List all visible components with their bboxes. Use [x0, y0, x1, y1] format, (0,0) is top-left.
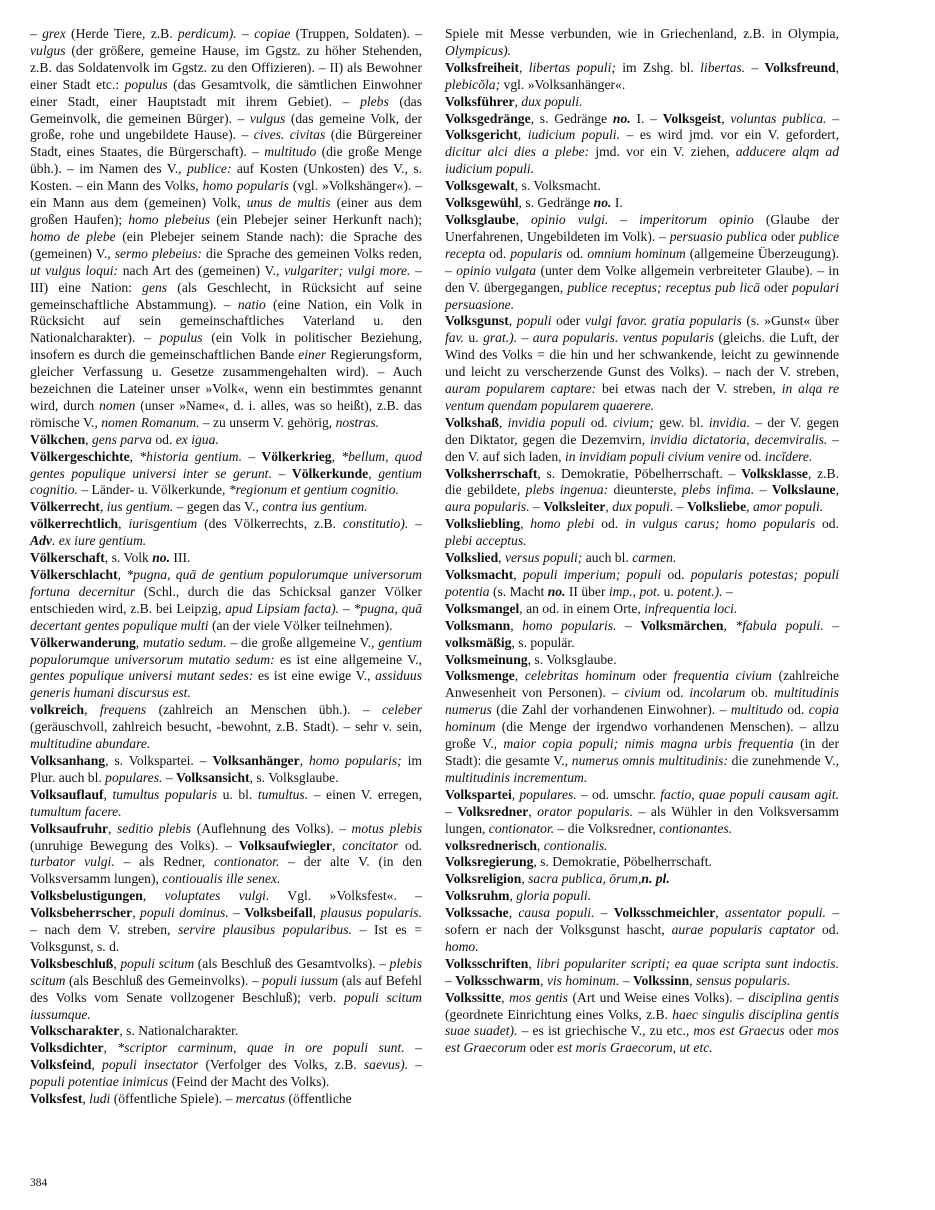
- dictionary-entry: Volksmenge, celebritas hominum oder frequentia civium (zahlreiche Anwesenheit von Personen). – civium od. incolarum ob. multitudinis numerus (die Zahl der vorhandenen Einwohner). – multitudo od. copia hominum (die Menge der irgendwo vorhandenen Menschen). – allzu große V., maior copia populi; nimis magna urbis frequentia (in der Stadt): die gesamte V., numerus omnis multitudinis: die zunehmende V., multitudinis incrementum.: [445, 668, 839, 785]
- dictionary-entry: Volksherrschaft, s. Demokratie, Pöbelherrschaft. – Volksklasse, z.B. die gebildete, plebs ingenua: dieunterste, plebs infima. – Volkslaune, aura popularis. – Volksleiter, dux populi. – Volksliebe, amor populi.: [445, 465, 840, 515]
- dictionary-entry: Volksaufruhr, seditio plebis (Auflehnung des Volks). – motus plebis (unruhige Bewegung des Volks). – Volksaufwiegler, concitator od. turbator vulgi. – als Redner, contionator. – der alte V. (in den Volksversamm lungen), contioualis ille senex.: [30, 820, 423, 887]
- dictionary-entry: Volksliebling, homo plebi od. in vulgus carus; homo popularis od. plebi acceptus.: [445, 516, 840, 549]
- dictionary-entry: Volksgewühl, s. Gedränge no. I.: [445, 195, 623, 211]
- dictionary-entry: Völkerschaft, s. Volk no. III.: [30, 550, 191, 566]
- dictionary-entry: Volksfest, ludi (öffentliche Spiele). – mercatus (öffentliche: [30, 1091, 352, 1107]
- dictionary-entry: Volksschriften, libri populariter scripti; ea quae scripta sunt indoctis. – Volksschwarm, vis hominum. – Volkssinn, sensus popularis.: [445, 955, 839, 988]
- dictionary-entry: Volksauflauf, tumultus popularis u. bl. tumultus. – einen V. erregen, tumultum facere.: [30, 786, 422, 819]
- dictionary-entry: Volkspartei, populares. – od. umschr. factio, quae populi causam agit. – Volksredner, orator popularis. – als Wühler in den Volksversamm lungen, contionator. – die Volksredner, contionantes.: [445, 786, 840, 836]
- dictionary-entry: Volksfreiheit, libertas populi; im Zshg. bl. libertas. – Volksfreund, plebicŏla; vgl. »Volksanhänger«.: [445, 59, 839, 92]
- dictionary-entry: volksrednerisch, contionalis.: [445, 837, 608, 853]
- left-column: [30, 26, 422, 1108]
- dictionary-entry: Volkslied, versus populi; auch bl. carmen.: [445, 550, 677, 566]
- dictionary-entry: Volksregierung, s. Demokratie, Pöbelherrschaft.: [445, 854, 712, 870]
- dictionary-entry: Volksglaube, opinio vulgi. – imperitorum opinio (Glaube der Unerfahrenen, Ungebildeten im Volk). – persuasio publica oder publice recepta od. popularis od. omnium hominum (allgemeine Überzeugung). – opinio vulgata (unter dem Volke allgemein verbreiteter Glaube). – in den V. übergegangen, publice receptus; receptus pub licā oder populari persuasione.: [445, 211, 840, 312]
- dictionary-entry: Volksbelustigungen, voluptates vulgi. Vgl. »Volksfest«. – Volksbeherrscher, populi dominus. – Volksbeifall, plausus popularis. – nach dem V. streben, servire plausibus popularibus. – Ist es = Volksgunst, s. d.: [30, 888, 422, 954]
- dictionary-entry: Volksanhang, s. Volkspartei. – Volksanhänger, homo popularis; im Plur. auch bl. populares. – Volksansicht, s. Volksglaube.: [30, 752, 422, 785]
- dictionary-entry: Volksgedränge, s. Gedränge no. I. – Volksgeist, voluntas publica. – Volksgericht, iudicium populi. – es wird jmd. vor ein V. gefordert, dicitur alci dies a plebe: jmd. vor ein V. ziehen, adducere alqm ad iudicium populi.: [445, 110, 840, 177]
- dictionary-entry: Volksführer, dux populi.: [445, 93, 583, 109]
- dictionary-entry: Volksmeinung, s. Volksglaube.: [445, 651, 617, 667]
- dictionary-entry: Völkergeschichte, *historia gentium. – Völkerkrieg, *bellum, quod gentes populique universi inter se gerunt. – Völkerkunde, gentium cognitio. – Länder- u. Völkerkunde, *regionum et gentium cognitio.: [30, 448, 422, 498]
- dictionary-entry: Volksmacht, populi imperium; populi od. popularis potestas; populi potentia (s. Macht no. II über imp., pot. u. potent.). –: [445, 567, 839, 599]
- dictionary-entry: Spiele mit Messe verbunden, wie in Griechenland, z.B. in Olympia, Olympicus).: [445, 26, 839, 58]
- dictionary-entry: völkerrechtlich, iurisgentium (des Völkerrechts, z.B. constitutio). – Adv. ex iure gentium.: [30, 516, 423, 549]
- dictionary-entry: Volksdichter, *scriptor carminum, quae in ore populi sunt. – Volksfeind, populi insectator (Verfolger des Volks, z.B. saevus). – populi potentiae inimicus (Feind der Macht des Volks).: [30, 1040, 422, 1090]
- dictionary-entry: Volkssitte, mos gentis (Art und Weise eines Volks). – disciplina gentis (geordnete Einrichtung eines Volks, z.B. haec singulis disciplina gentis suae suadet). – es ist griechische V., zu etc., mos est Graecus oder mos est Graecorum oder est moris Graecorum, ut etc.: [445, 989, 840, 1056]
- dictionary-entry: Volksgewalt, s. Volksmacht.: [445, 178, 601, 194]
- dictionary-entry: Volkshaß, invidia populi od. civium; gew. bl. invidia. – der V. gegen den Diktator, gegen die Dezemvirn, invidia dictatoria, decemviralis. – den V. auf sich laden, in invidiam populi civium venire od. incĭdere.: [445, 414, 839, 464]
- dictionary-entry: volkreich, frequens (zahlreich an Menschen übh.). – celeber (geräuschvoll, zahlreich besucht, -bewohnt, z.B. Stadt). – sehr v. sein, multitudine abundare.: [30, 702, 423, 752]
- dictionary-entry: – grex (Herde Tiere, z.B. perdicum). – copiae (Truppen, Soldaten). – vulgus (der größere, gemeine Hause, im Ggstz. zu höher Stehenden, z.B. das Soldatenvolk im Ggstz. zu den Offizieren). – II) als Bewohner einer Stadt etc.: populus (das Gesamtvolk, die sämtlichen Einwohner einer Stadt, einer Hauptstadt mit ihrem Gebiet). – plebs (das Gemeinvolk, die gemeinen Bürger). – vulgus (das gemeine Volk, der große, rohe und ungebildete Hause). – cives. civitas (die Bürgereiner Stadt, eines Staates, die Bürgerschaft). – multitudo (die große Menge übh.). – im Namen des V., publice: auf Kosten (Unkosten) des V., s. Kosten. – ein Mann des Volks, homo popularis (vgl. »Volkshänger«). – ein Mann aus dem (gemeinen) Volk, unus de multis (einer aus dem großen Haufen); homo plebeius (ein Plebejer seiner Herkunft nach); homo de plebe (ein Plebejer seinem Stande nach): die Sprache des (gemeinen) V., sermo plebeius: die Sprache des gemeinen Volks reden, ut vulgus loqui: nach Art des (gemeinen) V., vulgariter; vulgi more. – III) eine Nation: gens (als Geschlecht, in Rücksicht auf seine gemeinschaftliche Abstammung). – natio (eine Nation, ein Volk in Rücksicht auf sein gemeinschaftliches Vaterland u. den Nationalcharakter). – populus (ein Volk in politischer Beziehung, insofern es durch die gemeinschaftlichen Bande einer Regierungsform, gleicher Verfassung u. Gesetze zusammengehalten wird). – Auch bezeichnen die Lateiner unser »Volk«, wenn ein bestimmtes genannt wird, durch nomen (unser »Name«, d. i. alles, was so heißt), z.B. das römische V., nomen Romanum. – zu unserm V. gehörig, nostras.: [30, 26, 423, 430]
- dictionary-entry: Völkchen, gens parva od. ex igua.: [30, 431, 219, 447]
- page-number: 384: [30, 1177, 48, 1189]
- dictionary-entry: Volksreligion, sacra publica, ōrum,n. pl.: [445, 871, 670, 887]
- dictionary-entry: Völkerschlacht, *pugna, quā de gentium populorumque universorum fortuna decernitur (Schl., durch die das Schicksal ganzer Völker entschieden wird, z.B. bei Leipzig, apud Lipsiam facta). – *pugna, quā decertant gentes populique multi (an der viele Völker teilnehmen).: [30, 567, 423, 633]
- dictionary-entry: Volksgunst, populi oder vulgi favor. gratia popularis (s. »Gunst« über fav. u. grat.). – aura popularis. ventus popularis (gleichs. die Luft, der Wind des Volks = die hin und her schwankende, leicht zu gewinnende und leicht zu verscherzende Gunst des Volks). – nach der V. streben, auram popularem captare: bei etwas nach der V. streben, in alqa re ventum quendam popularem quaerere.: [445, 313, 840, 413]
- dictionary-entry: Völkerwanderung, mutatio sedum. – die große allgemeine V., gentium populorumque universorum mutatio sedum: es ist eine allgemeine V., gentes populique universi mutant sedes: es ist eine ewige V., assiduus generis humani discursus est.: [30, 634, 423, 701]
- dictionary-entry: Volksmann, homo popularis. – Volksmärchen, *fabula populi. – volksmäßig, s. populär.: [445, 617, 840, 650]
- dictionary-entry: Völkerrecht, ius gentium. – gegen das V., contra ius gentium.: [30, 499, 368, 515]
- dictionary-entry: Volksruhm, gloria populi.: [445, 888, 592, 904]
- right-column: [445, 26, 839, 1057]
- dictionary-entry: Volkssache, causa populi. – Volksschmeichler, assentator populi. – sofern er nach der Volksgunst hascht, aurae popularis captator od. homo.: [445, 905, 840, 954]
- dictionary-entry: Volksmangel, an od. in einem Orte, infrequentia loci.: [445, 600, 738, 616]
- dictionary-entry: Volksbeschluß, populi scitum (als Beschluß des Gesamtvolks). – plebis scitum (als Beschluß des Gemeinvolks). – populi iussum (als auf Befehl des Volks vom Senate vollzogener Beschluß); verb. populi scitum iussumque.: [30, 955, 423, 1022]
- dictionary-entry: Volkscharakter, s. Nationalcharakter.: [30, 1023, 239, 1039]
